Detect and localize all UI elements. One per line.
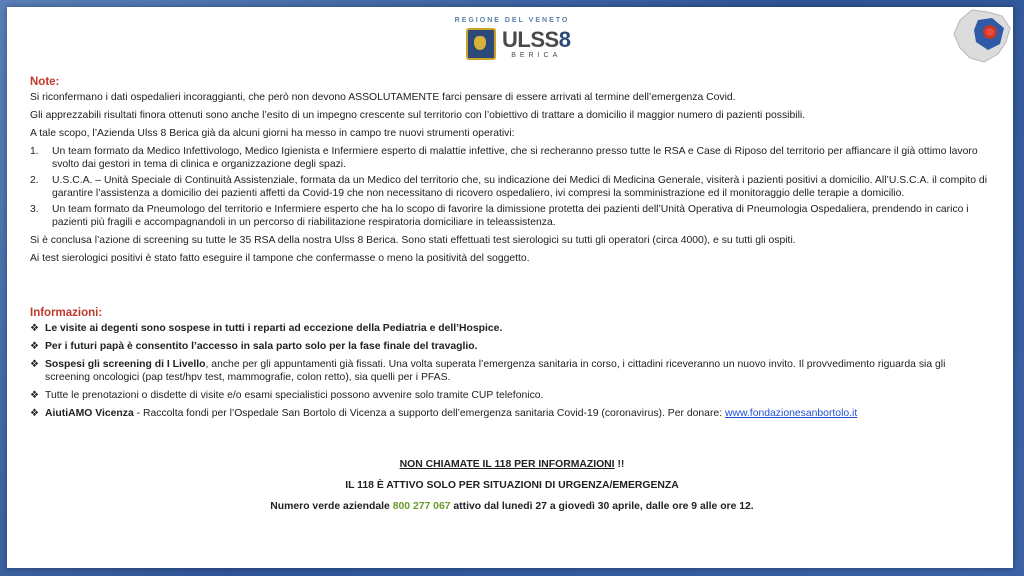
list-item [30,145,990,171]
info-list [30,322,990,420]
veneto-map-icon [950,6,1016,66]
diamond-bullet-icon: ❖ [30,359,39,370]
note-paragraph-2: Gli apprezzabili risultati finora ottenuti sono anche l’esito di un impegno crescente sul territorio con l’obiettivo di trattare a domicilio il maggior numero di pazienti possibili. [30,110,806,121]
donation-link[interactable]: www.fondazionesanbortolo.it [724,408,858,419]
diamond-bullet-icon: ❖ [30,390,39,401]
footer-warning: NON CHIAMATE IL 118 PER INFORMAZIONI [399,459,615,470]
diamond-bullet-icon: ❖ [30,323,39,334]
list-text: U.S.C.A. – Unità Speciale di Continuità Assistenziale, formata da un Medico del territorio che, su indicazione dei Medici di Medicina Generale, visiterà i pazienti positivi a domicilio. All’U.S.C.A. il compito di garantire l’assistenza a domicilio dei pazienti affetti da Covid-19 che non necessitano di ricovero ospedaliero, ivi compresi la somministrazione ed il monitoraggio delle terapie a domicilio. [52,175,988,199]
list-item [30,203,990,229]
logo-text [502,29,570,59]
logo-sub: BERICA [511,52,562,59]
list-item [30,407,990,420]
info-text: - Raccolta fondi per l’Ospedale San Bortolo di Vicenza a supporto dell’emergenza sanitaria Covid-19 (coronavirus). Per donare: [133,408,725,419]
logo-number: 8 [558,27,571,52]
note-paragraph-1: Si riconfermano i dati ospedalieri incoraggianti, che però non devono ASSOLUTAMENTE farci pensare di essere arrivati al termine dell’emergenza Covid. [30,92,736,103]
footer-phone-hours: attivo dal lunedì 27 a giovedì 30 aprile, dalle ore 9 alle ore 12. [450,501,754,512]
footer-phone-label: Numero verde aziendale [270,501,393,512]
footer [0,458,1024,521]
list-item [30,389,990,402]
info-text: , anche per gli appuntamenti già fissati. Una volta superata l’emergenza sanitaria in corso, i cittadini riceveranno un nuovo invito. Il provvedimento riguarda sia gli screening oncologici (pap test/hpv test, mammografie, colon retto), sia quelli per i PFAS. [45,359,946,383]
logo-main-text: ULSS [502,27,559,52]
region-label: REGIONE DEL VENETO [454,17,570,24]
list-text: Un team formato da Pneumologo del territorio e Infermiere esperto che ha lo scopo di favorire la dimissione protetta dei pazienti dell’Unità Operativa di Pneumologia Ospedaliera, prendendo in carico i pazienti più fragili e accompagnandoli in un percorso di riabilitazione respiratoria domiciliare in teleassistenza. [52,204,969,228]
footer-line-3 [0,500,1024,513]
list-item [30,340,990,353]
footer-line-1 [0,458,1024,471]
info-text: Per i futuri papà è consentito l’accesso in sala parto solo per la fase finale del travaglio. [45,341,478,352]
list-item [30,322,990,335]
info-heading: Informazioni: [30,307,103,319]
info-text: Tutte le prenotazioni o disdette di visite e/o esami specialistici possono avvenire solo tramite CUP telefonico. [45,390,544,401]
note-paragraph-5: Ai test sierologici positivi è stato fatto eseguire il tampone che confermasse o meno la positività del soggetto. [30,253,530,264]
phone-number: 800 277 067 [392,501,451,512]
diamond-bullet-icon: ❖ [30,341,39,352]
tools-list [30,145,990,229]
list-number: 1. [30,146,39,157]
list-number: 2. [30,175,39,186]
list-text: Un team formato da Medico Infettivologo, Medico Igienista e Infermiere esperto di malattie infettive, che si recheranno presso tutte le RSA e Case di Riposo del territorio per affiancare il già ottimo lavoro svolto dai gestori in tema di clinica e organizzazione degli spazi. [52,146,978,170]
list-number: 3. [30,204,39,215]
note-paragraph-4: Si è conclusa l’azione di screening su tutte le 35 RSA della nostra Ulss 8 Berica. Sono stati effettuati test sierologici su tutti gli operatori (circa 4000), e su tutti gli ospiti. [30,235,796,246]
diamond-bullet-icon: ❖ [30,408,39,419]
info-text-bold: Sospesi gli screening di I Livello [45,359,206,370]
info-text: Le visite ai degenti sono sospese in tutti i reparti ad eccezione della Pediatria e dell’Hospice. [45,323,503,334]
lion-emblem-icon [466,28,496,60]
note-heading: Note: [30,76,60,88]
footer-line-2: IL 118 È ATTIVO SOLO PER SITUAZIONI DI URGENZA/EMERGENZA [345,480,679,491]
logo-main [502,29,570,51]
note-paragraph-3: A tale scopo, l’Azienda Ulss 8 Berica già da alcuni giorni ha messo in campo tre nuovi strumenti operativi: [30,128,515,139]
footer-warning-suffix: !! [614,459,625,470]
list-item [30,358,990,384]
main-content [30,76,990,425]
info-text-bold: AiutiAMO Vicenza [45,408,134,419]
list-item [30,174,990,200]
ulss-logo [466,28,570,60]
